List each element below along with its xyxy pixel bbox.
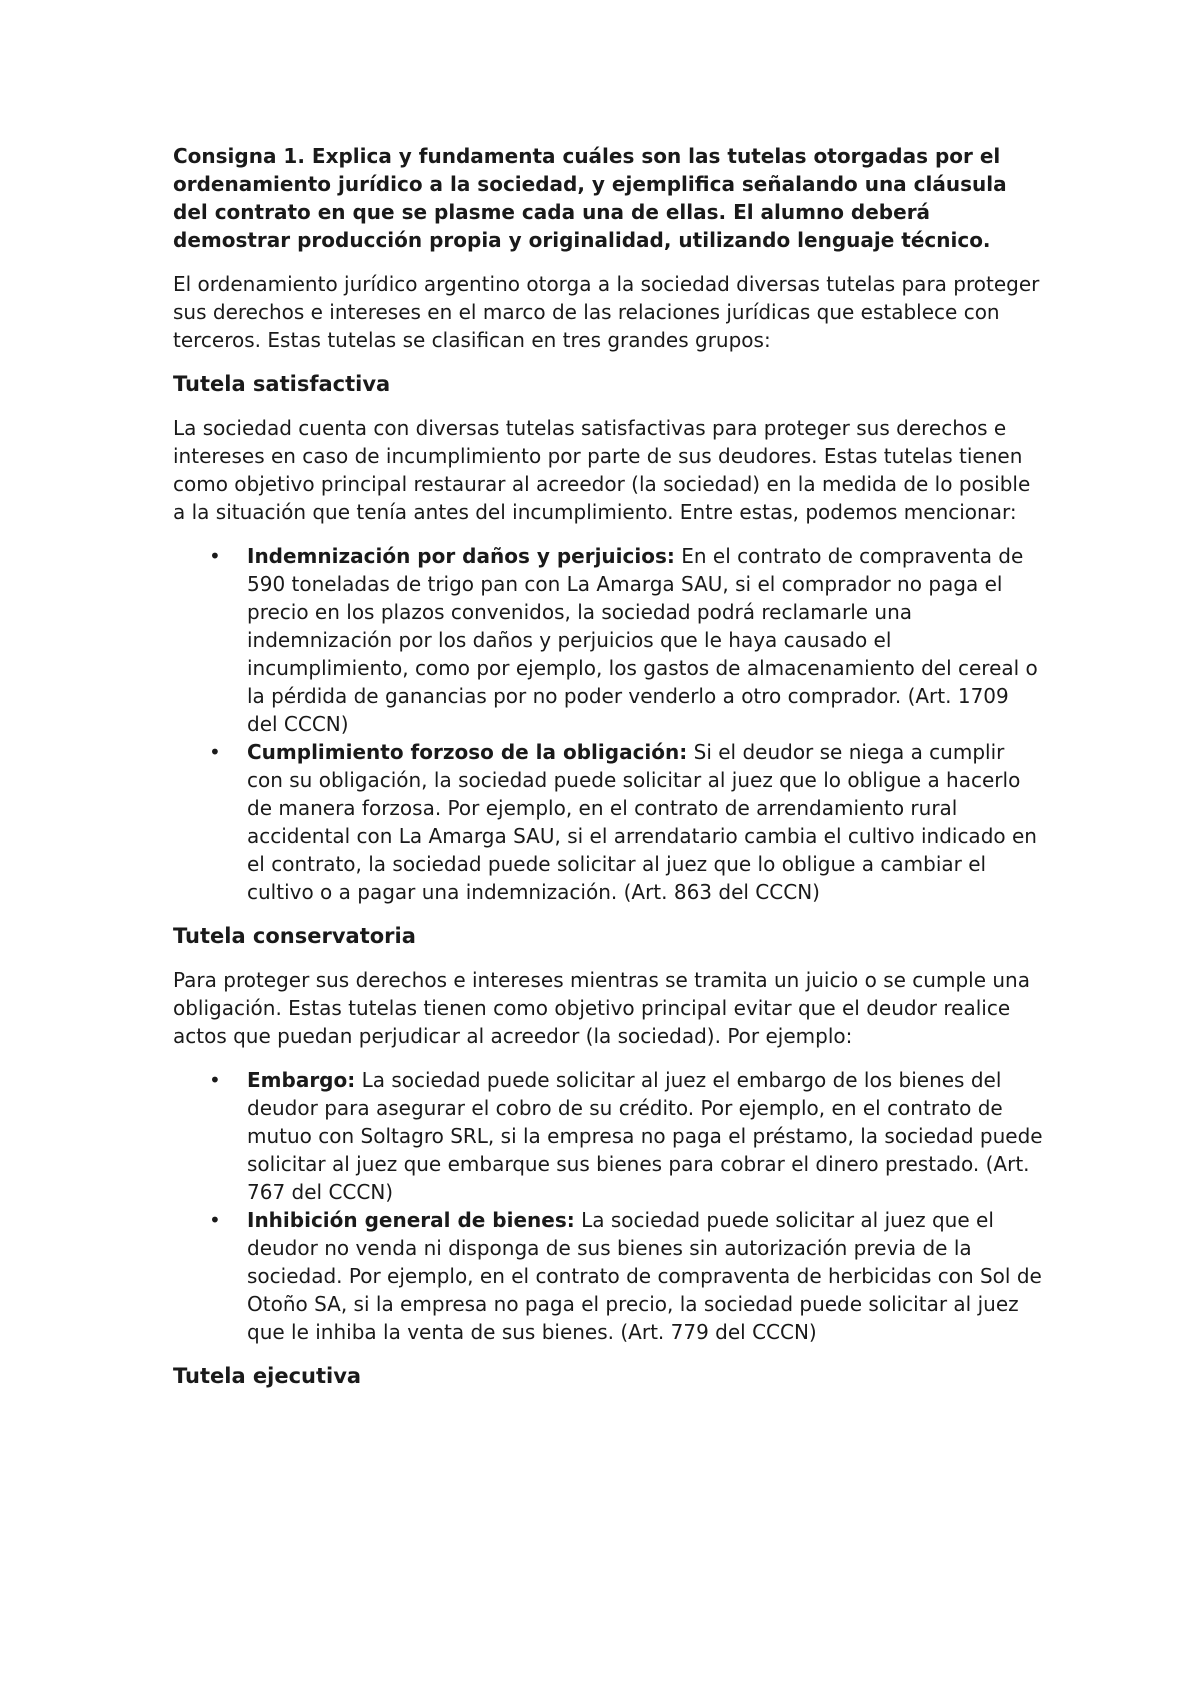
intro-paragraph: El ordenamiento jurídico argentino otorga a la sociedad diversas tutelas para proteger sus derechos e intereses en el marco de las relaciones jurídicas que establece con terceros. Estas tutelas se clasifican en tres grandes grupos: — [173, 272, 1040, 352]
list-conservatoria — [173, 1066, 1043, 1346]
bullet-icon: • — [209, 1068, 221, 1092]
section-text-satisfactiva: La sociedad cuenta con diversas tutelas satisfactivas para proteger sus derechos e intereses en caso de incumplimiento por parte de sus deudores. Estas tutelas tienen como objetivo principal restaurar al acreedor (la sociedad) en la medida de lo posible a la situación que tenía antes del incumplimiento. Entre estas, podemos mencionar: — [173, 416, 1031, 524]
document-page — [173, 142, 1043, 1406]
section-title-conservatoria: Tutela conservatoria — [173, 924, 416, 948]
list-item — [173, 542, 1043, 738]
list-item — [173, 1206, 1043, 1346]
list-item-term: Indemnización por daños y perjuicios: — [247, 544, 675, 568]
section-title-ejecutiva: Tutela ejecutiva — [173, 1364, 362, 1388]
list-satisfactiva — [173, 542, 1043, 906]
bullet-icon: • — [209, 1208, 221, 1232]
list-item-text: En el contrato de compraventa de 590 toneladas de trigo pan con La Amarga SAU, si el comprador no paga el precio en los plazos convenidos, la sociedad podrá reclamarle una indemnización por los daños y perjuicios que le haya causado el incumplimiento, como por ejemplo, los gastos de almacenamiento del cereal o la pérdida de ganancias por no poder venderlo a otro comprador. (Art. 1709 del CCCN) — [247, 544, 1038, 736]
consigna-heading: Consigna 1. Explica y fundamenta cuáles son las tutelas otorgadas por el ordenamiento jurídico a la sociedad, y ejemplifica señalando una cláusula del contrato en que se plasme cada una de ellas. El alumno deberá demostrar producción propia y originalidad, utilizando lenguaje técnico. — [173, 144, 1007, 252]
list-item — [173, 1066, 1043, 1206]
list-item-text: La sociedad puede solicitar al juez el embargo de los bienes del deudor para asegurar el cobro de su crédito. Por ejemplo, en el contrato de mutuo con Soltagro SRL, si la empresa no paga el préstamo, la sociedad puede solicitar al juez que embarque sus bienes para cobrar el dinero prestado. (Art. 767 del CCCN) — [247, 1068, 1043, 1204]
list-item-term: Embargo: — [247, 1068, 356, 1092]
section-title-satisfactiva: Tutela satisfactiva — [173, 372, 391, 396]
list-item-term: Inhibición general de bienes: — [247, 1208, 575, 1232]
list-item-text: Si el deudor se niega a cumplir con su obligación, la sociedad puede solicitar al juez que lo obligue a hacerlo de manera forzosa. Por ejemplo, en el contrato de arrendamiento rural accidental con La Amarga SAU, si el arrendatario cambia el cultivo indicado en el contrato, la sociedad puede solicitar al juez que lo obligue a cambiar el cultivo o a pagar una indemnización. (Art. 863 del CCCN) — [247, 740, 1037, 904]
bullet-icon: • — [209, 544, 221, 568]
list-item — [173, 738, 1043, 906]
list-item-text: La sociedad puede solicitar al juez que el deudor no venda ni disponga de sus bienes sin autorización previa de la sociedad. Por ejemplo, en el contrato de compraventa de herbicidas con Sol de Otoño SA, si la empresa no paga el precio, la sociedad puede solicitar al juez que le inhiba la venta de sus bienes. (Art. 779 del CCCN) — [247, 1208, 1042, 1344]
list-item-term: Cumplimiento forzoso de la obligación: — [247, 740, 688, 764]
section-text-conservatoria: Para proteger sus derechos e intereses mientras se tramita un juicio o se cumple una obligación. Estas tutelas tienen como objetivo principal evitar que el deudor realice actos que puedan perjudicar al acreedor (la sociedad). Por ejemplo: — [173, 968, 1030, 1048]
bullet-icon: • — [209, 740, 221, 764]
